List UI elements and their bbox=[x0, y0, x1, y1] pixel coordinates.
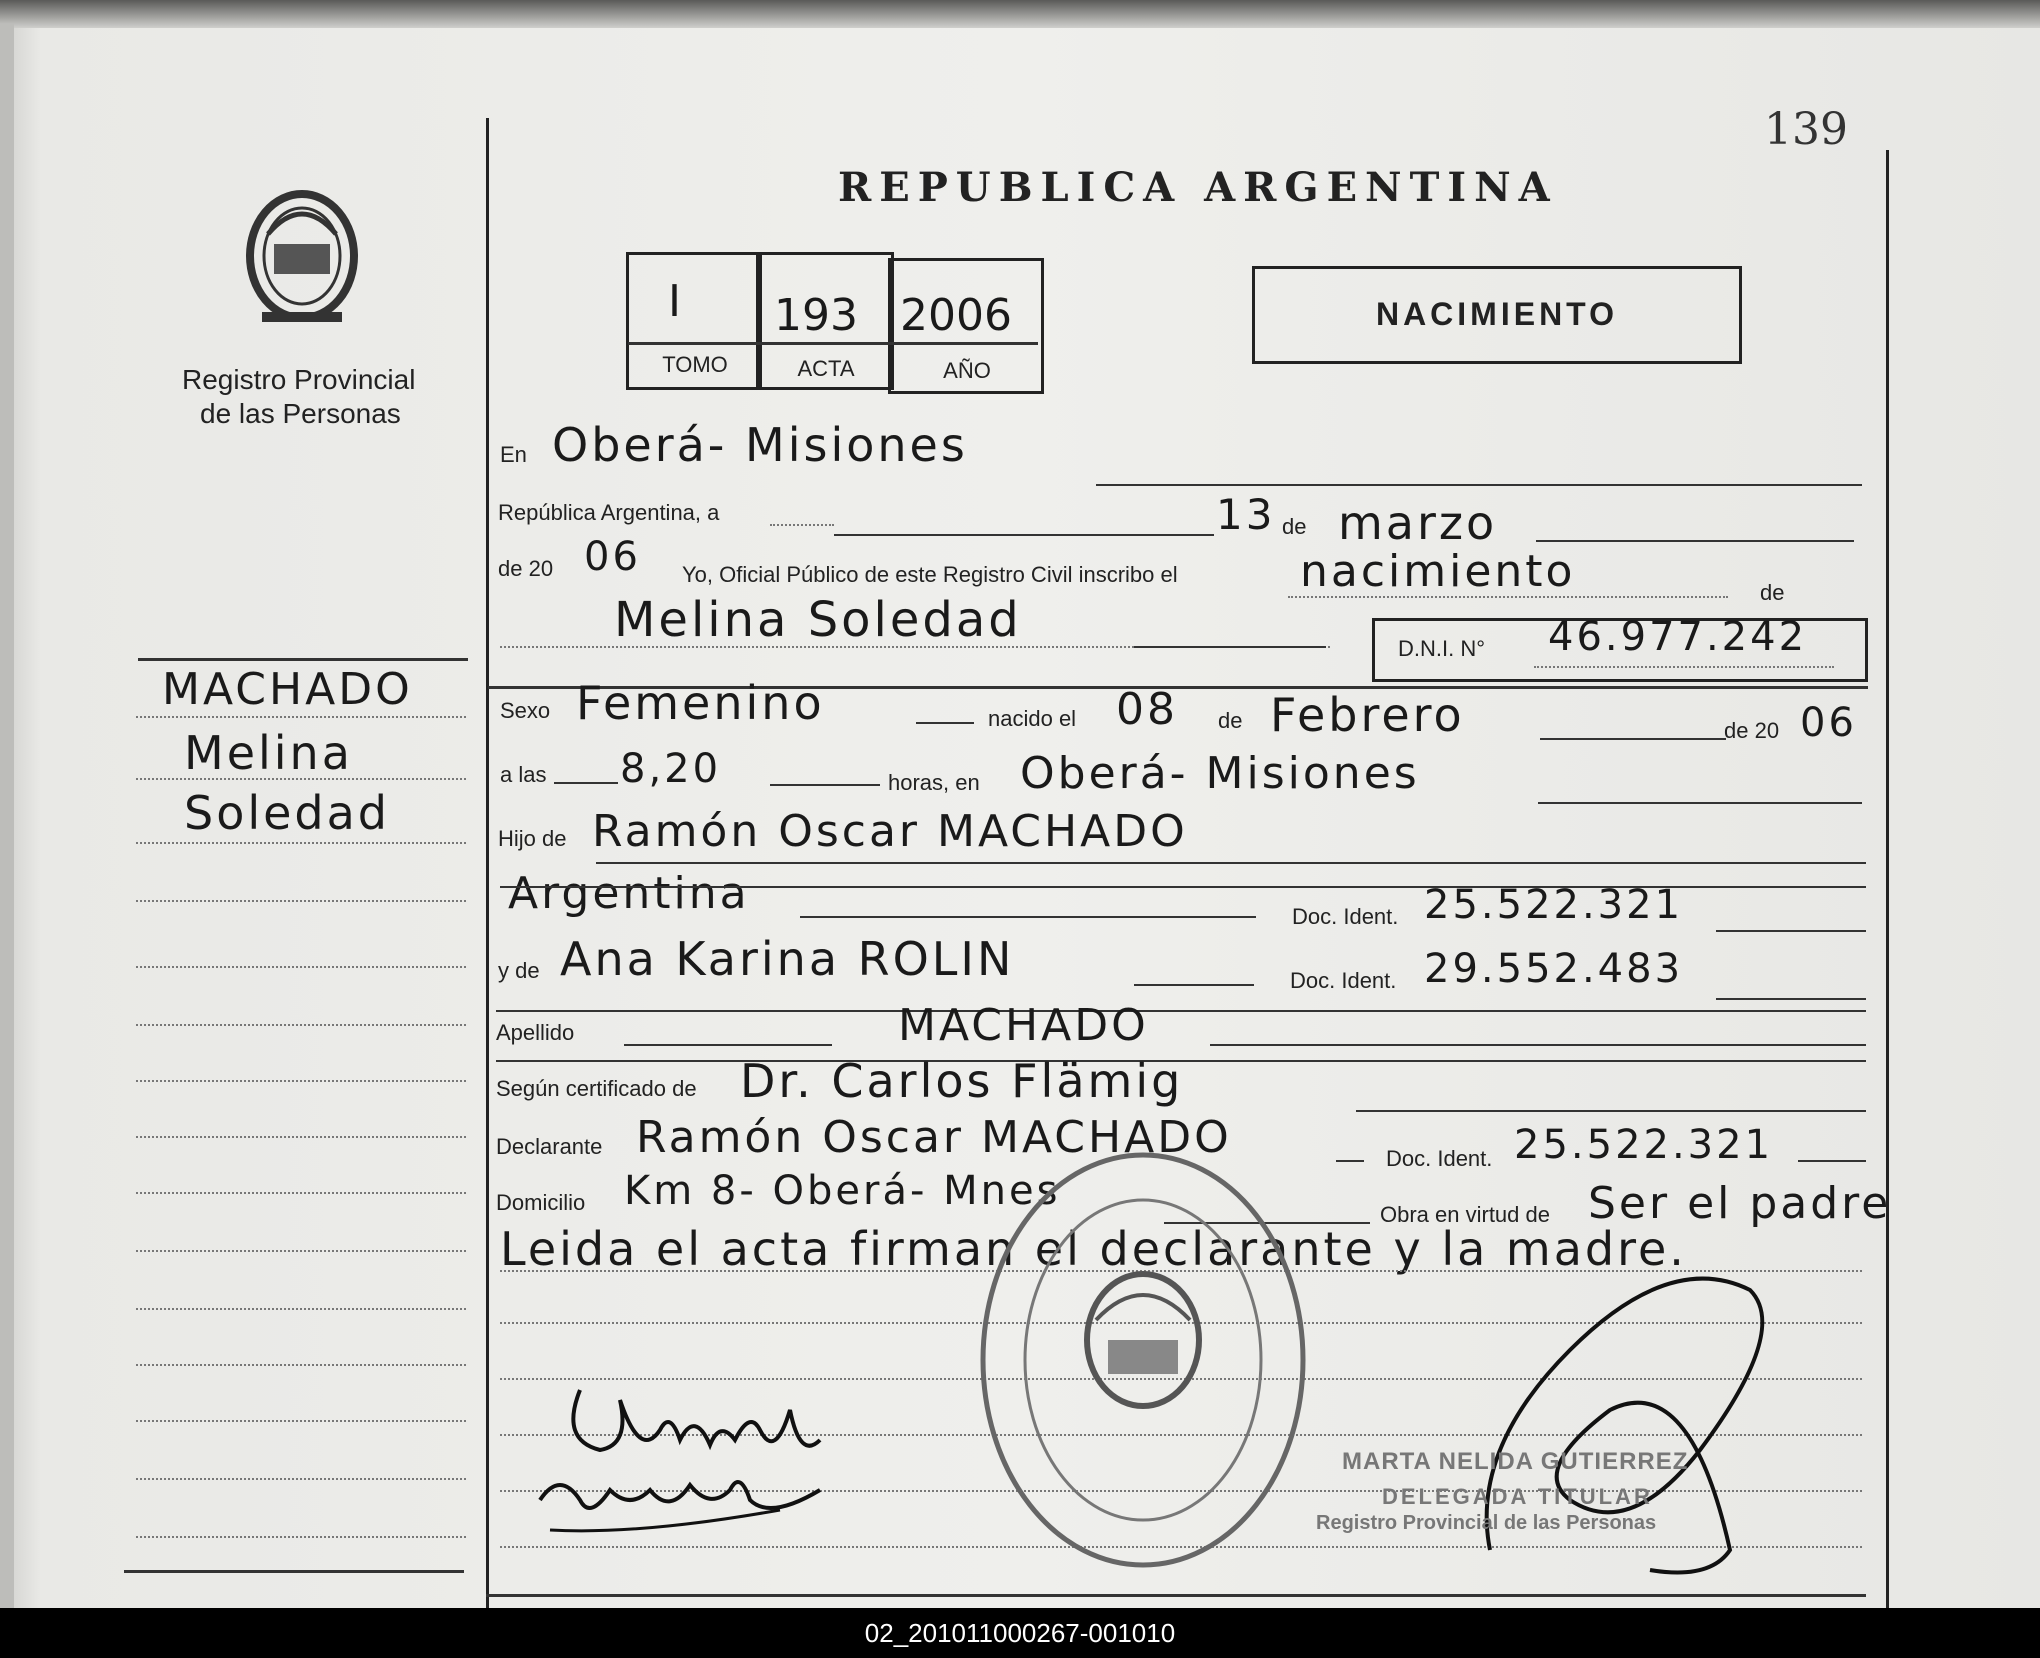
hijo-label: Hijo de bbox=[498, 826, 567, 851]
madre-name: Ana Karina ROLIN bbox=[560, 932, 1015, 986]
declarante-doc-rule bbox=[1798, 1160, 1866, 1162]
margin-dots bbox=[136, 1080, 466, 1082]
declarant-signature-icon bbox=[520, 1350, 920, 1550]
yde-label: y de bbox=[498, 958, 540, 983]
official-signature-icon bbox=[1450, 1250, 1790, 1590]
form-bottom-rule bbox=[486, 1594, 1866, 1597]
year-prefix-label: de 20 bbox=[498, 556, 554, 581]
margin-dots bbox=[136, 900, 466, 902]
ano-label: AÑO bbox=[943, 358, 991, 383]
nacido-label: nacido el bbox=[988, 706, 1077, 731]
alas-label: a las bbox=[500, 762, 547, 787]
de-label-2: de bbox=[1760, 580, 1785, 605]
margin-dots bbox=[136, 1250, 466, 1252]
padre-doc-value: 25.522.321 bbox=[1424, 882, 1684, 928]
de20-label: de 20 bbox=[1724, 718, 1780, 743]
padre-doc-rule bbox=[1716, 930, 1866, 932]
obra-label: Obra en virtud de bbox=[1380, 1202, 1550, 1227]
person-name: Melina Soledad bbox=[614, 592, 1022, 648]
republica-label: República Argentina, a bbox=[498, 500, 720, 525]
nacido-year: 06 bbox=[1800, 700, 1857, 746]
margin-dots bbox=[136, 1192, 466, 1194]
dni-value: 46.977.242 bbox=[1548, 614, 1808, 660]
dni-dots bbox=[1534, 666, 1834, 668]
madre-doc-label: Doc. Ident. bbox=[1290, 968, 1397, 993]
margin-dots bbox=[136, 1136, 466, 1138]
de-label-3: de bbox=[1218, 708, 1243, 733]
day-rule bbox=[834, 534, 1214, 536]
declarante-doc-value: 25.522.321 bbox=[1514, 1122, 1774, 1168]
hora-value: 8,20 bbox=[620, 746, 722, 792]
nacido-rule bbox=[1540, 738, 1726, 740]
apellido-value: MACHADO bbox=[898, 1000, 1149, 1051]
padre-nationality: Argentina bbox=[508, 868, 750, 919]
domicilio-label: Domicilio bbox=[496, 1190, 586, 1215]
madre-row-rule bbox=[496, 1010, 1866, 1012]
apellido-label: Apellido bbox=[496, 1020, 575, 1045]
madre-rule bbox=[1134, 984, 1254, 986]
acta-value: 193 bbox=[774, 290, 858, 341]
margin-dots bbox=[136, 1364, 466, 1366]
apellido-rule-right bbox=[1210, 1044, 1866, 1046]
padre-rule bbox=[596, 862, 1866, 864]
page-top-edge bbox=[0, 0, 2040, 28]
day-value: 13 bbox=[1216, 490, 1276, 539]
registry-name-line1: Registro Provincial bbox=[182, 364, 416, 395]
margin-middle-name: Soledad bbox=[184, 786, 391, 840]
registry-name-line2: de las Personas bbox=[200, 398, 401, 429]
stamp-line1: MARTA NELIDA GUTIERREZ bbox=[1342, 1448, 1689, 1475]
scan-file-id: 02_201011000267-001010 bbox=[864, 1618, 1176, 1648]
inscribo-dots bbox=[1288, 596, 1728, 598]
lugar-rule bbox=[1538, 802, 1862, 804]
inscribo-value: nacimiento bbox=[1300, 546, 1576, 597]
padre-nat-rule-2 bbox=[800, 916, 1256, 918]
person-rule bbox=[1134, 646, 1326, 648]
margin-rule bbox=[138, 658, 468, 661]
stamp-line2: DELEGADA TITULAR bbox=[1382, 1484, 1653, 1509]
tomo-value: I bbox=[668, 276, 681, 327]
certificado-value: Dr. Carlos Flämig bbox=[740, 1054, 1184, 1108]
sexo-label: Sexo bbox=[500, 698, 551, 723]
obra-value: Ser el padre bbox=[1588, 1178, 1892, 1229]
domicilio-value: Km 8- Oberá- Mnes bbox=[624, 1168, 1061, 1214]
margin-dots bbox=[136, 716, 466, 718]
country-title: REPUBLICA ARGENTINA bbox=[838, 164, 1558, 211]
padre-doc-label: Doc. Ident. bbox=[1292, 904, 1399, 929]
nacido-month: Febrero bbox=[1270, 688, 1465, 742]
declarante-rule bbox=[1336, 1160, 1364, 1162]
certificado-label: Según certificado de bbox=[496, 1076, 697, 1101]
nacido-day: 08 bbox=[1116, 684, 1178, 735]
ano-value: 2006 bbox=[900, 290, 1012, 341]
margin-dots bbox=[136, 1536, 466, 1538]
month-rule bbox=[1536, 540, 1854, 542]
form-left-border bbox=[486, 118, 489, 1608]
margin-dots bbox=[136, 1478, 466, 1480]
lugar-value: Oberá- Misiones bbox=[1020, 748, 1420, 799]
provincial-emblem-icon bbox=[232, 174, 372, 334]
margin-dots bbox=[136, 842, 466, 844]
sexo-value: Femenino bbox=[576, 676, 825, 730]
margin-rule bbox=[124, 1570, 464, 1573]
declarante-doc-label: Doc. Ident. bbox=[1386, 1146, 1493, 1171]
margin-dots bbox=[136, 966, 466, 968]
oficial-label: Yo, Oficial Público de este Registro Civil inscribo el bbox=[682, 562, 1178, 587]
tomo-label: TOMO bbox=[662, 352, 728, 377]
closing-note: Leida el acta firman el declarante y la madre. bbox=[500, 1222, 1687, 1276]
en-rule bbox=[1096, 484, 1862, 486]
form-right-border bbox=[1886, 150, 1889, 1608]
certificado-rule bbox=[1356, 1110, 1866, 1112]
madre-doc-rule bbox=[1716, 998, 1866, 1000]
padre-name: Ramón Oscar MACHADO bbox=[592, 806, 1188, 857]
horas-label: horas, en bbox=[888, 770, 980, 795]
month-value: marzo bbox=[1338, 496, 1498, 550]
margin-dots bbox=[136, 1024, 466, 1026]
declarante-label: Declarante bbox=[496, 1134, 603, 1159]
apellido-rule-left bbox=[624, 1044, 832, 1046]
stamp-line3: Registro Provincial de las Personas bbox=[1316, 1512, 1657, 1534]
page-binding-shadow bbox=[0, 24, 14, 1608]
madre-doc-value: 29.552.483 bbox=[1424, 946, 1684, 992]
dni-label: D.N.I. N° bbox=[1398, 636, 1486, 661]
margin-dots bbox=[136, 1420, 466, 1422]
en-label: En bbox=[500, 442, 527, 467]
record-type: NACIMIENTO bbox=[1375, 296, 1619, 332]
hora-rule bbox=[770, 784, 880, 786]
date-dots bbox=[770, 524, 834, 526]
en-value: Oberá- Misiones bbox=[552, 418, 968, 472]
year-suffix-value: 06 bbox=[584, 534, 641, 580]
page-number: 139 bbox=[1764, 104, 1848, 155]
acta-label: ACTA bbox=[797, 356, 855, 381]
margin-surname: MACHADO bbox=[162, 664, 413, 715]
declarante-value: Ramón Oscar MACHADO bbox=[636, 1112, 1232, 1163]
sexo-rule bbox=[916, 722, 974, 724]
de-label: de bbox=[1282, 514, 1307, 539]
official-seal-icon bbox=[968, 1140, 1318, 1580]
margin-first-name: Melina bbox=[184, 726, 353, 780]
alas-rule bbox=[554, 782, 618, 784]
margin-dots bbox=[136, 1308, 466, 1310]
volume-box-divider bbox=[628, 342, 1038, 345]
